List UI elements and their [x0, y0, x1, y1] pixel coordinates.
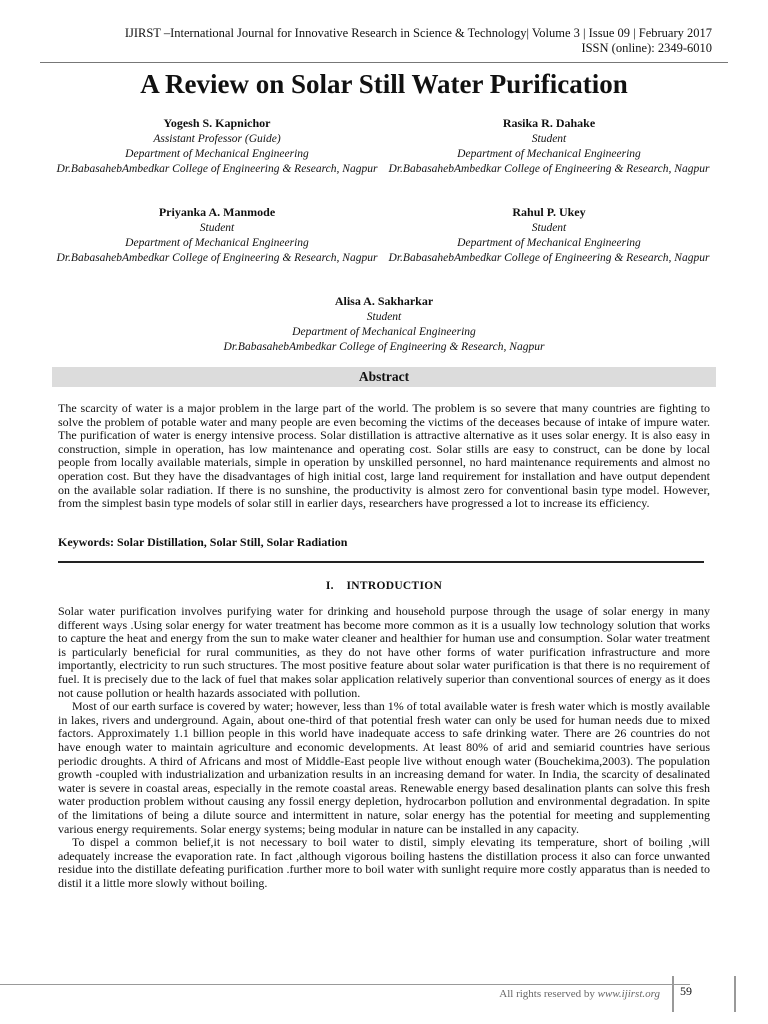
author-name: Priyanka A. Manmode — [158, 205, 276, 219]
author-name: Rahul P. Ukey — [512, 205, 586, 219]
footer-corner-right — [734, 976, 736, 1012]
page-number: 59 — [680, 984, 692, 998]
author-block-4 — [384, 205, 714, 266]
footer-rights — [499, 988, 660, 1000]
author-name: Yogesh S. Kapnichor — [163, 116, 271, 130]
author-block-5 — [0, 294, 768, 355]
author-department: Department of Mechanical Engineering — [125, 237, 309, 249]
paragraph: Most of our earth surface is covered by water; however, less than 1% of total available water is fresh water which is mostly available in lakes, rivers and underground. Again, about one-third of that potential fresh water can only be used for human needs due to mixed factors. Approximately 1.1 billion people in this world have inadequate access to safe drinking water. There are 26 countries do not have enough water to maintain agriculture and economic developments. At least 80% of arid and semiarid countries have serious periodic droughts. A third of Africans and most of Middle-East people live without enough water (Bouchekima,2003). The population growth -coupled with industrialization and urbanization results in an increasing demand for water. In India, the scarcity of desalinated water is severe in coastal areas, especially in the remote coastal areas. Renewable energy based desalination plants can solve this fresh water production problem without causing any fossil energy depletion, hydrocarbon pollution and environmental degradation. In spite of the limitations of being a dilute source and intermittent in nature, solar energy has the potential for meeting and supplementing various energy requirements. Solar energy systems; being modular in nature can be installed in any capacity. — [58, 699, 710, 836]
author-name: Alisa A. Sakharkar — [334, 294, 434, 308]
footer-corner-left — [672, 976, 674, 1012]
author-department: Department of Mechanical Engineering — [125, 148, 309, 160]
author-block-2 — [384, 116, 714, 177]
author-college: Dr.BabasahebAmbedkar College of Engineering & Research, Nagpur — [56, 252, 378, 264]
section-separator — [58, 561, 704, 563]
author-role: Assistant Professor (Guide) — [153, 133, 281, 145]
footer-rights-text: All rights reserved by — [499, 988, 595, 1000]
author-role: Student — [531, 222, 567, 234]
section-heading: I. INTRODUCTION — [325, 580, 443, 592]
abstract-text: The scarcity of water is a major problem in the large part of the world. The problem is so severe that many countries are fighting to solve the problem of potable water and many people are even becoming the victims of the deceases because of intake of impure water. The purification of water is energy intensive process. Solar distillation is attractive alternative as it uses solar energy. It is also easy in construction, simple in operation, has low maintenance and operating cost. Solar stills are easy to construct, can be done by local people from locally available materials, simple in operation by unskilled personnel, no hard maintenance requirements and almost no operation cost. But they have the disadvantages of high initial cost, large land requirement for installation and have output dependent on the available solar radiation. If there is no sunshine, the productivity is almost zero for conventional basin type model. However, from the simplest basin type models of solar still in earlier days, researchers have progressed a lot to increase its efficiency. — [58, 401, 710, 511]
keywords: Keywords: Solar Distillation, Solar Still, Solar Radiation — [58, 535, 348, 549]
author-role: Student — [366, 311, 402, 323]
author-block-3 — [52, 205, 382, 266]
footer-url: www.ijirst.org — [597, 988, 660, 1000]
author-role: Student — [199, 222, 235, 234]
author-role: Student — [531, 133, 567, 145]
author-college: Dr.BabasahebAmbedkar College of Engineering & Research, Nagpur — [223, 341, 545, 353]
journal-header-issn: ISSN (online): 2349-6010 — [581, 41, 712, 55]
author-block-1 — [52, 116, 382, 177]
introduction-body — [58, 605, 710, 890]
author-department: Department of Mechanical Engineering — [457, 148, 641, 160]
author-college: Dr.BabasahebAmbedkar College of Engineering & Research, Nagpur — [388, 163, 710, 175]
paragraph: Solar water purification involves purifying water for drinking and household purpose through the usage of solar energy in many different ways .Using solar energy for water treatment has become more common as it is a usually low technology solution that works to capture the heat and energy from the sun to make water cleaner and healthier for human use and consumption. Solar water treatment is particularly beneficial for rural communities, as they do not have other forms of water purification infrastructure and more importantly, electricity to run such structures. The most positive feature about solar water purification is that there is no requirement of fuel. It is precisely due to the lack of fuel that makes solar application relatively superior than conventional sources of energy as it does not cause pollution or health hazards associated with pollution. — [58, 604, 710, 700]
paragraph: To dispel a common belief,it is not necessary to boil water to distil, simply elevating its temperature, short of boiling ,will adequately increase the evaporation rate. In fact ,although vigorous boiling hastens the distillation process it also can force unwanted residue into the distillate defeating purification .further more to boil water with sunlight require more costly apparatus than is needed to distil it a little more slowly without boiling. — [58, 835, 710, 890]
journal-header — [125, 26, 712, 56]
header-rule — [40, 62, 728, 63]
author-department: Department of Mechanical Engineering — [292, 326, 476, 338]
author-department: Department of Mechanical Engineering — [457, 237, 641, 249]
author-college: Dr.BabasahebAmbedkar College of Engineering & Research, Nagpur — [56, 163, 378, 175]
author-college: Dr.BabasahebAmbedkar College of Engineering & Research, Nagpur — [388, 252, 710, 264]
abstract-heading: Abstract — [52, 367, 716, 387]
footer-rule — [0, 984, 690, 985]
journal-header-line1: IJIRST –International Journal for Innovative Research in Science & Technology| Volume 3 | Issue 09 | February 2017 — [124, 26, 712, 40]
author-name: Rasika R. Dahake — [502, 116, 596, 130]
paper-title: A Review on Solar Still Water Purification — [140, 69, 628, 99]
